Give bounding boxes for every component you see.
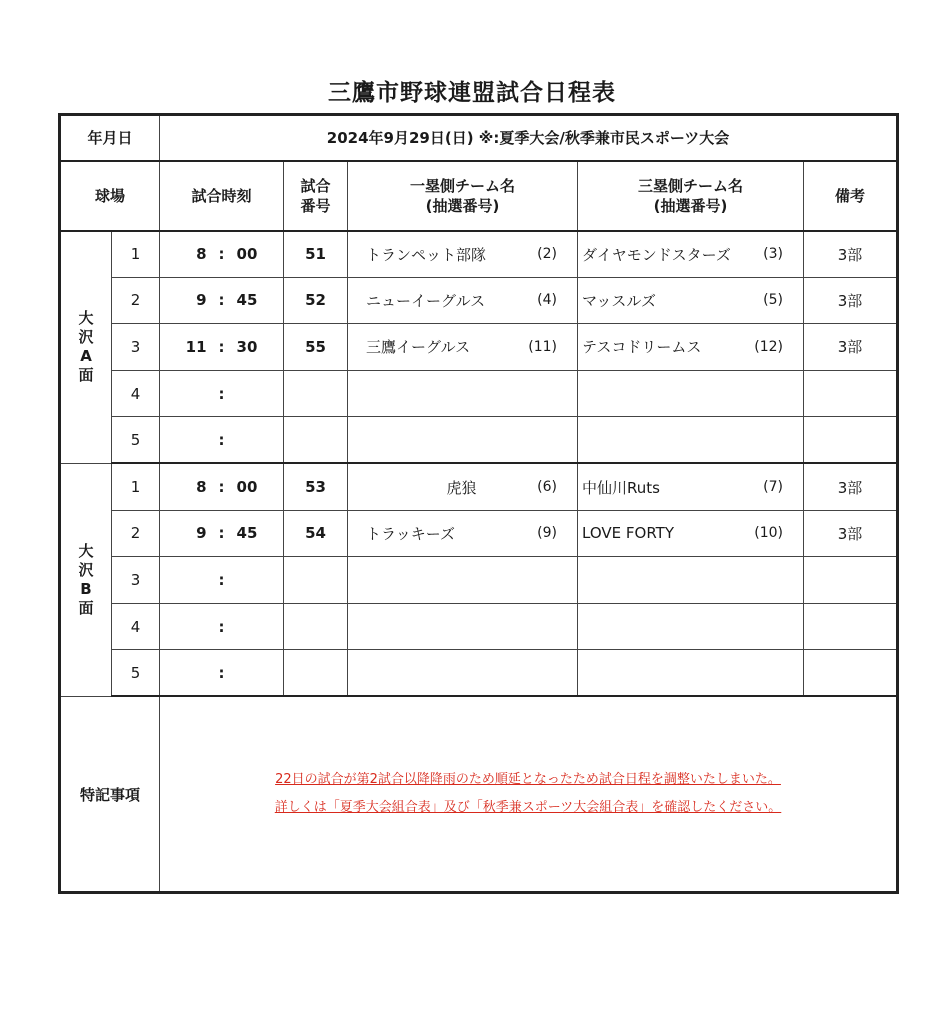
game-number	[284, 603, 348, 650]
time-minute: 45	[236, 291, 258, 310]
first-base-team-cell	[348, 463, 578, 510]
first-base-team	[348, 523, 577, 544]
game-time	[160, 417, 284, 464]
third-base-team	[578, 336, 803, 357]
notes-label: 特記事項	[60, 696, 160, 892]
slot-number: 3	[112, 557, 160, 604]
third-base-team-cell	[578, 277, 804, 324]
header-first-base-line1: 一塁側チーム名	[410, 176, 516, 195]
header-first-base-line2: (抽選番号)	[425, 196, 500, 215]
slot-number: 1	[112, 463, 160, 510]
time-minute: 00	[236, 478, 258, 497]
header-third-base	[578, 161, 804, 231]
time-separator: :	[218, 663, 225, 682]
first-base-team-cell	[348, 510, 578, 557]
table-row	[60, 277, 898, 324]
field-name-char: 大	[78, 309, 94, 328]
remarks-cell	[804, 603, 898, 650]
game-number	[284, 557, 348, 604]
field-name-char: 面	[78, 366, 94, 385]
third-base-team-cell	[578, 370, 804, 417]
header-field: 球場	[60, 161, 160, 231]
time-separator: :	[218, 384, 225, 403]
game-time	[160, 231, 284, 278]
slot-number: 3	[112, 324, 160, 371]
table-row	[60, 463, 898, 510]
schedule-table	[58, 113, 899, 894]
first-base-team-name: トランペット部隊	[366, 245, 487, 264]
slot-number: 5	[112, 417, 160, 464]
game-time	[160, 463, 284, 510]
first-base-team-cell	[348, 557, 578, 604]
third-base-team-cell	[578, 463, 804, 510]
table-row	[60, 417, 898, 464]
first-base-team-name: 虎狼	[446, 478, 477, 497]
first-base-team-cell	[348, 603, 578, 650]
game-time	[160, 557, 284, 604]
table-row	[60, 603, 898, 650]
first-base-draw-number: (11)	[528, 338, 558, 355]
third-base-draw-number: (10)	[754, 525, 784, 542]
third-base-team-cell	[578, 557, 804, 604]
field-name-char: 大	[78, 541, 94, 560]
field-name-char: B	[80, 579, 92, 598]
remarks-cell	[804, 370, 898, 417]
third-base-draw-number: (12)	[754, 338, 784, 355]
game-number	[284, 650, 348, 697]
game-number: 52	[284, 277, 348, 324]
table-row	[60, 510, 898, 557]
field-name	[60, 463, 112, 696]
third-base-team-cell	[578, 510, 804, 557]
remarks-cell	[804, 557, 898, 604]
first-base-team-cell	[348, 324, 578, 371]
time-separator: :	[218, 430, 225, 449]
third-base-team-name: ダイヤモンドスターズ	[582, 245, 731, 264]
time-hour: 8	[196, 245, 207, 264]
third-base-team-name: マッスルズ	[582, 291, 656, 310]
first-base-team	[348, 244, 577, 265]
game-number: 51	[284, 231, 348, 278]
third-base-draw-number: (5)	[763, 292, 784, 309]
slot-number: 4	[112, 603, 160, 650]
first-base-team-cell	[348, 277, 578, 324]
header-remarks: 備考	[804, 161, 898, 231]
notes-body	[160, 696, 898, 892]
game-number: 55	[284, 324, 348, 371]
third-base-draw-number: (3)	[763, 246, 784, 263]
first-base-team-name: 三鷹イーグルス	[366, 338, 471, 357]
header-time: 試合時刻	[160, 161, 284, 231]
third-base-team-name: テスコドリームス	[582, 338, 702, 357]
date-row	[60, 115, 898, 161]
field-name	[60, 231, 112, 464]
third-base-team-cell	[578, 417, 804, 464]
remarks-cell	[804, 417, 898, 464]
first-base-team	[348, 336, 577, 357]
header-third-base-line1: 三塁側チーム名	[638, 176, 744, 195]
remarks-cell: 3部	[804, 463, 898, 510]
first-base-team-name: トラッキーズ	[366, 524, 455, 543]
first-base-team-cell	[348, 231, 578, 278]
page-title: 三鷹市野球連盟試合日程表	[328, 80, 616, 106]
header-third-base-line2: (抽選番号)	[653, 196, 728, 215]
field-name-char: A	[80, 347, 92, 366]
game-time	[160, 370, 284, 417]
third-base-team-cell	[578, 650, 804, 697]
time-separator: :	[218, 570, 225, 589]
table-row	[60, 324, 898, 371]
time-separator: :	[218, 291, 225, 310]
header-game-no	[284, 161, 348, 231]
slot-number: 2	[112, 510, 160, 557]
time-separator: :	[218, 245, 225, 264]
first-base-team	[348, 477, 577, 498]
first-base-team-cell	[348, 417, 578, 464]
time-hour: 11	[185, 337, 207, 356]
slot-number: 5	[112, 650, 160, 697]
game-time	[160, 510, 284, 557]
time-separator: :	[218, 524, 225, 543]
first-base-team-cell	[348, 370, 578, 417]
third-base-team-cell	[578, 231, 804, 278]
field-name-char: 沢	[78, 328, 94, 347]
first-base-team	[348, 290, 577, 311]
time-minute: 45	[236, 524, 258, 543]
first-base-team-cell	[348, 650, 578, 697]
game-time	[160, 277, 284, 324]
header-row	[60, 161, 898, 231]
game-time	[160, 324, 284, 371]
game-time	[160, 603, 284, 650]
table-row	[60, 557, 898, 604]
time-minute: 00	[236, 245, 258, 264]
slot-number: 2	[112, 277, 160, 324]
first-base-draw-number: (6)	[537, 479, 558, 496]
time-hour: 9	[196, 291, 207, 310]
field-name-char: 沢	[78, 560, 94, 579]
third-base-team-name: LOVE FORTY	[582, 524, 674, 543]
remarks-cell: 3部	[804, 324, 898, 371]
time-separator: :	[218, 617, 225, 636]
notes-line-2: 詳しくは「夏季大会組合表」及び「秋季兼スポーツ大会組合表」を確認したください。	[274, 800, 782, 816]
slot-number: 1	[112, 231, 160, 278]
third-base-team-cell	[578, 603, 804, 650]
remarks-cell: 3部	[804, 510, 898, 557]
remarks-cell: 3部	[804, 231, 898, 278]
time-hour: 8	[196, 478, 207, 497]
game-number	[284, 370, 348, 417]
remarks-cell: 3部	[804, 277, 898, 324]
first-base-draw-number: (2)	[537, 246, 558, 263]
third-base-team	[578, 244, 803, 265]
time-separator: :	[218, 337, 225, 356]
header-first-base	[348, 161, 578, 231]
header-game-no-line1: 試合	[300, 176, 331, 195]
game-number: 53	[284, 463, 348, 510]
notes-row	[60, 696, 898, 892]
game-time	[160, 650, 284, 697]
field-name-char: 面	[78, 598, 94, 617]
third-base-team	[578, 477, 803, 498]
third-base-team-cell	[578, 324, 804, 371]
game-number	[284, 417, 348, 464]
remarks-cell	[804, 650, 898, 697]
third-base-team	[578, 290, 803, 311]
game-number: 54	[284, 510, 348, 557]
first-base-team-name: ニューイーグルス	[366, 291, 486, 310]
date-value: 2024年9月29日(日) ※:夏季大会/秋季兼市民スポーツ大会	[160, 115, 898, 161]
third-base-team	[578, 524, 803, 542]
time-minute: 30	[236, 337, 258, 356]
header-game-no-line2: 番号	[300, 196, 331, 215]
date-label: 年月日	[60, 115, 160, 161]
table-row	[60, 231, 898, 278]
first-base-draw-number: (4)	[537, 292, 558, 309]
third-base-draw-number: (7)	[763, 479, 784, 496]
time-separator: :	[218, 478, 225, 497]
third-base-team-name: 中仙川Ruts	[582, 478, 660, 497]
time-hour: 9	[196, 524, 207, 543]
first-base-draw-number: (9)	[537, 525, 558, 542]
table-row	[60, 650, 898, 697]
notes-line-1: 22日の試合が第2試合以降降雨のため順延となったため試合日程を調整いたしまいた。	[275, 772, 781, 788]
slot-number: 4	[112, 370, 160, 417]
table-row	[60, 370, 898, 417]
